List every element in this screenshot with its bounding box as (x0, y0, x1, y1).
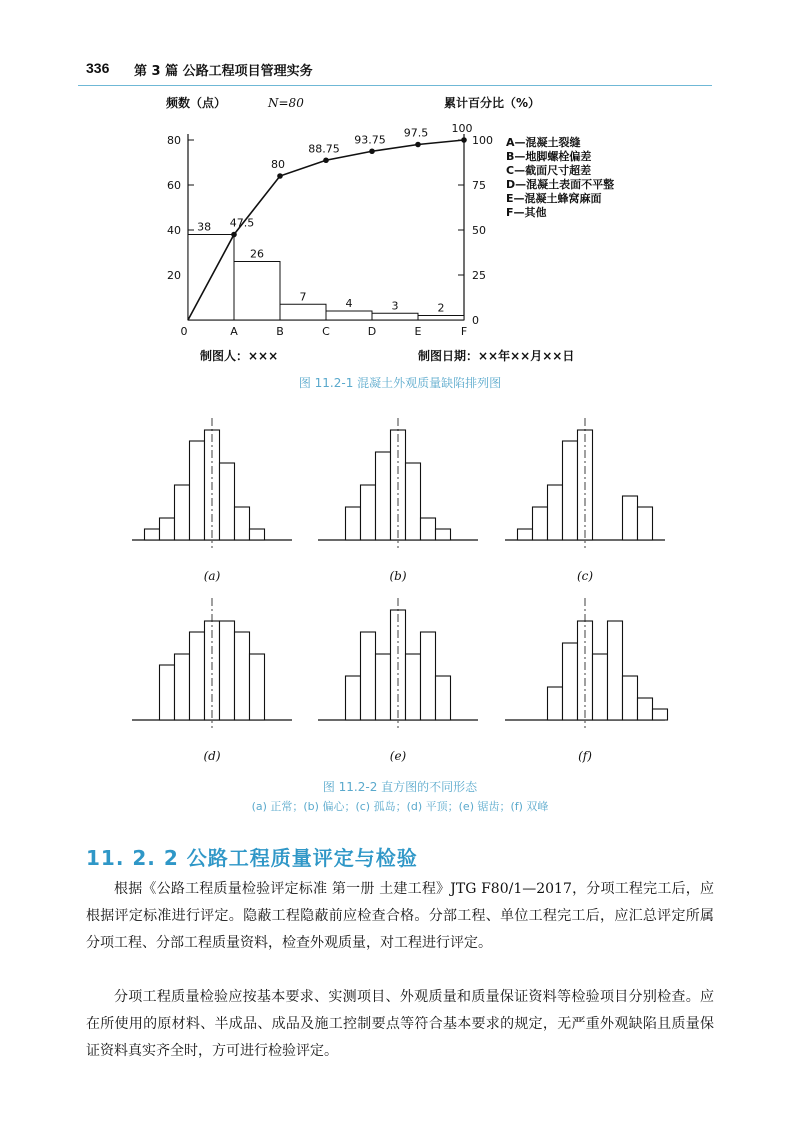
histogram-bar (406, 463, 421, 540)
bar-value-label: 38 (197, 220, 212, 234)
category-label: F (460, 325, 468, 338)
histogram-bar (593, 654, 608, 720)
chart-maker: 制图人：××× (200, 349, 279, 363)
histogram-label: (a) (203, 569, 221, 583)
pareto-bar (372, 313, 418, 320)
paragraph-2: 分项工程质量检验应按基本要求、实测项目、外观质量和质量保证资料等检验项目分别检查。应在所使用的原材料、半成品、成品及施工控制要点等符合基本要求的规定，无严重外观缺陷且质量保证资料真实齐全时，方可进行检验评定。 (86, 989, 714, 1059)
section-title: 11. 2. 2 公路工程质量评定与检验 (86, 846, 418, 870)
cumulative-label: 100 (451, 122, 473, 135)
right-tick-label: 25 (472, 269, 486, 282)
histogram-bar (376, 654, 391, 720)
left-tick-label: 60 (167, 179, 181, 192)
bar-value-label: 3 (391, 299, 399, 313)
histogram-label: (d) (203, 749, 221, 763)
figure2-subcaption: (a) 正常；(b) 偏心；(c) 孤岛；(d) 平顶；(e) 锯齿；(f) 双峰 (251, 800, 549, 813)
cumulative-label: 97.5 (403, 126, 429, 140)
histogram-bar (563, 441, 578, 540)
histogram-label: (c) (576, 569, 594, 583)
figure1-caption: 图 11.2-1 混凝土外观质量缺陷排列图 (298, 376, 502, 390)
chart-date: 制图日期：××年××月××日 (418, 349, 575, 363)
cumulative-label: 93.75 (354, 133, 386, 147)
page-header (86, 58, 706, 84)
histogram (505, 598, 668, 763)
histogram (318, 598, 478, 763)
left-tick-label: 80 (167, 134, 181, 147)
histogram-bar (548, 485, 563, 540)
histogram-bar (220, 463, 235, 540)
pareto-bar (418, 316, 464, 321)
bar-value-label: 2 (437, 301, 445, 315)
origin-label: 0 (180, 325, 188, 338)
pareto-bar (326, 311, 372, 320)
histogram-bar (638, 698, 653, 720)
legend-entry: F—其他 (506, 206, 547, 219)
histogram-bar (175, 485, 190, 540)
histogram (505, 418, 665, 583)
histogram-bar (160, 518, 175, 540)
histogram-bar (250, 529, 265, 540)
histogram-bar (175, 654, 190, 720)
histogram-bar (361, 485, 376, 540)
category-label: D (367, 325, 377, 338)
histogram-bar (361, 632, 376, 720)
n-label: N=80 (268, 96, 304, 110)
cumulative-label: 80 (271, 158, 285, 171)
legend-entry: C—截面尺寸超差 (506, 164, 592, 177)
histogram-bar (421, 632, 436, 720)
histogram-bar (145, 529, 160, 540)
legend-entry: D—混凝土表面不平整 (506, 178, 615, 191)
cumulative-point (231, 232, 237, 238)
left-axis-title: 频数（点） (166, 96, 227, 110)
pareto-bar (280, 304, 326, 320)
header-rule (78, 85, 712, 86)
histogram-label: (b) (389, 569, 407, 583)
left-tick-label: 40 (167, 224, 181, 237)
pareto-bar (234, 262, 280, 321)
cumulative-label: 47.5 (229, 216, 255, 230)
category-label: C (322, 325, 330, 338)
histogram-bar (436, 529, 451, 540)
histogram-bar (406, 654, 421, 720)
histogram-label: (e) (389, 749, 407, 763)
histogram-bar (250, 654, 265, 720)
right-tick-label: 0 (472, 314, 479, 327)
histogram-bar (518, 529, 533, 540)
histogram-bar (346, 676, 361, 720)
histogram-bar (653, 709, 668, 720)
bar-value-label: 4 (345, 297, 353, 310)
histogram-bar (623, 676, 638, 720)
histogram-bar (421, 518, 436, 540)
histogram-bar (548, 687, 563, 720)
histogram-bar (533, 507, 548, 540)
histogram (132, 598, 292, 763)
legend-entry: E—混凝土蜂窝麻面 (506, 192, 602, 205)
bar-value-label: 7 (299, 290, 307, 304)
cumulative-point (415, 142, 421, 148)
histogram-bar (190, 441, 205, 540)
cumulative-point (461, 137, 467, 143)
left-tick-label: 20 (167, 269, 181, 282)
histogram-bar (436, 676, 451, 720)
right-tick-label: 100 (472, 134, 493, 147)
histogram-label: (f) (578, 749, 592, 763)
histogram-bar (235, 632, 250, 720)
histogram-grid (0, 410, 800, 790)
right-tick-label: 75 (472, 179, 486, 192)
legend-entry: A—混凝土裂缝 (506, 136, 581, 149)
histogram-bar (623, 496, 638, 540)
histogram-bar (346, 507, 361, 540)
cumulative-point (369, 148, 375, 154)
histogram (132, 418, 292, 583)
histogram-bar (638, 507, 653, 540)
right-axis-title: 累计百分比（%） (444, 96, 541, 110)
category-label: B (276, 325, 284, 338)
running-head: 第 3 篇 公路工程项目管理实务 (134, 64, 313, 79)
cumulative-point (277, 173, 283, 179)
page-number: 336 (86, 60, 110, 76)
histogram-bar (563, 643, 578, 720)
bar-value-label: 26 (250, 247, 264, 261)
histogram-bar (220, 621, 235, 720)
right-tick-label: 50 (472, 224, 486, 237)
histogram (318, 418, 478, 583)
paragraph-1: 根据《公路工程质量检验评定标准 第一册 土建工程》JTG F80/1—2017，分项工程完工后，应根据评定标准进行评定。隐蔽工程隐蔽前应检查合格。分部工程、单位工程完工后，应汇总评定所属分项工程、分部工程质量资料，检查外观质量，对工程进行评定。 (86, 881, 714, 951)
category-label: E (414, 325, 422, 338)
histogram-bar (376, 452, 391, 540)
legend-entry: B—地脚螺栓偏差 (506, 150, 592, 163)
histogram-bar (608, 621, 623, 720)
histogram-bar (235, 507, 250, 540)
figure2-caption: 图 11.2-2 直方图的不同形态 (322, 780, 478, 794)
category-label: A (230, 325, 238, 338)
histogram-bar (190, 632, 205, 720)
histogram-bar (160, 665, 175, 720)
cumulative-point (323, 157, 329, 163)
cumulative-label: 88.75 (308, 142, 340, 156)
